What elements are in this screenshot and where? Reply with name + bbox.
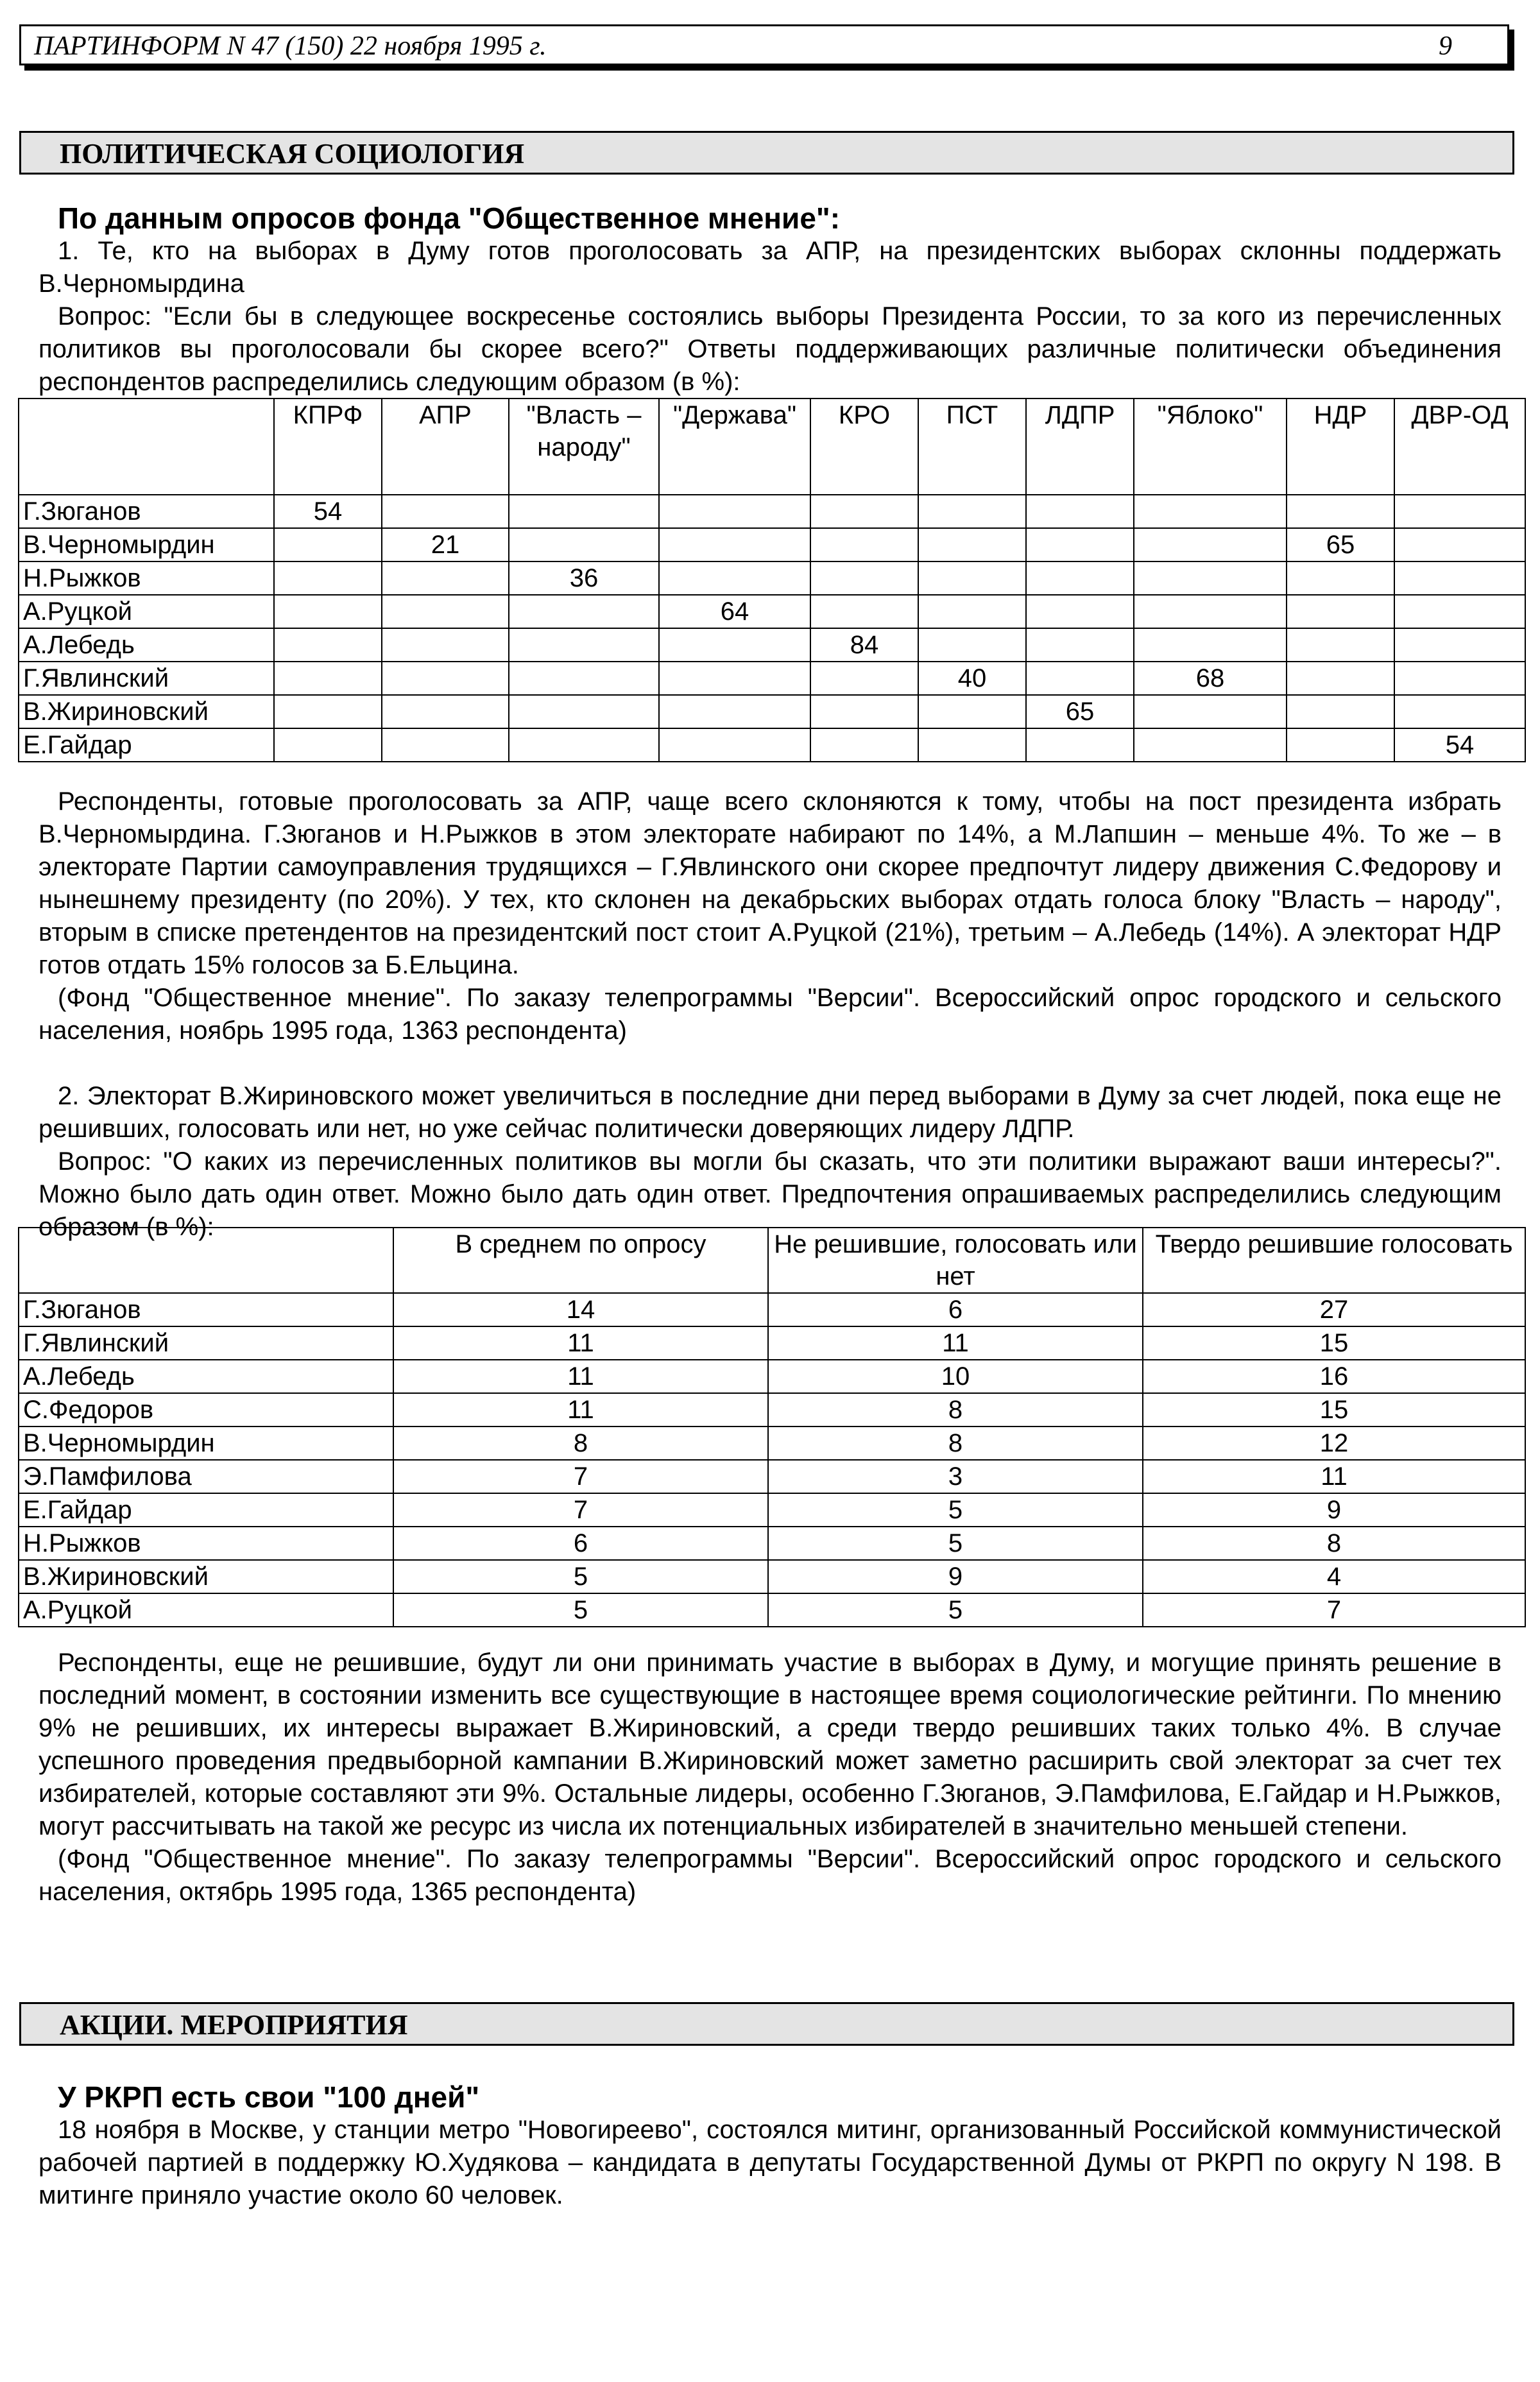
table-corner-cell [19, 398, 274, 495]
table-header-row [19, 398, 1525, 495]
table-corner-cell [19, 1228, 393, 1293]
table-cell [659, 728, 810, 762]
table-cell [1026, 561, 1134, 595]
page-header-title: ПАРТИНФОРМ N 47 (150) 22 ноября 1995 г. [34, 31, 547, 61]
column-header: ДВР-ОД [1394, 398, 1525, 495]
table-cell: 10 [768, 1360, 1143, 1393]
table-cell: 7 [1143, 1593, 1525, 1627]
table-cell [1394, 495, 1525, 528]
table-cell [1394, 662, 1525, 695]
table-cell [1287, 628, 1394, 662]
table-cell [509, 662, 659, 695]
row-label: А.Лебедь [19, 1360, 393, 1393]
table-row [19, 662, 1525, 695]
table-cell [1134, 695, 1287, 728]
section-bar-sociology [19, 131, 1514, 175]
table-cell [1287, 695, 1394, 728]
table-cell [659, 662, 810, 695]
column-header: ЛДПР [1026, 398, 1134, 495]
table-cell [1134, 495, 1287, 528]
column-header: АПР [382, 398, 509, 495]
table-cell [810, 495, 918, 528]
table-cell [382, 495, 509, 528]
table-cell [1134, 528, 1287, 561]
row-label: А.Лебедь [19, 628, 274, 662]
table-cell: 5 [393, 1593, 768, 1627]
table-header-row [19, 1228, 1525, 1293]
table-cell: 8 [768, 1427, 1143, 1460]
column-header: "Яблоко" [1134, 398, 1287, 495]
table-cell: 11 [1143, 1460, 1525, 1493]
paragraph: 18 ноября в Москве, у станции метро "Новогиреево", состоялся митинг, организованный Российской коммунистической рабочей партией в поддержку Ю.Худякова – кандидата в депутаты Государственной Думы от РКРП по округу N 198. В митинге приняло участие около 60 человек. [38, 2116, 1502, 2209]
table-cell: 84 [810, 628, 918, 662]
table-cell: 40 [918, 662, 1026, 695]
column-header: КПРФ [274, 398, 382, 495]
table-row [19, 1527, 1525, 1560]
table-cell [810, 728, 918, 762]
table-row [19, 628, 1525, 662]
table-cell [274, 662, 382, 695]
table-cell [810, 595, 918, 628]
table-row [19, 1293, 1525, 1326]
row-label: Г.Явлинский [19, 662, 274, 695]
row-label: В.Жириновский [19, 1560, 393, 1593]
table-cell [1134, 628, 1287, 662]
table-cell [918, 495, 1026, 528]
row-label: Г.Зюганов [19, 495, 274, 528]
row-label: Г.Явлинский [19, 1326, 393, 1360]
table-cell [659, 528, 810, 561]
section-title: АКЦИИ. МЕРОПРИЯТИЯ [60, 2009, 408, 2041]
table-cell [918, 695, 1026, 728]
row-label: А.Руцкой [19, 595, 274, 628]
table-cell [274, 695, 382, 728]
table-cell [659, 561, 810, 595]
article-sociology-intro [38, 201, 1502, 398]
table-row [19, 1493, 1525, 1527]
table-cell: 12 [1143, 1427, 1525, 1460]
row-label: С.Федоров [19, 1393, 393, 1427]
table-cell [1287, 561, 1394, 595]
table-cell: 15 [1143, 1393, 1525, 1427]
table-cell [509, 728, 659, 762]
table-cell [1134, 595, 1287, 628]
table-cell [509, 595, 659, 628]
table-cell [1287, 662, 1394, 695]
table-cell: 11 [393, 1326, 768, 1360]
column-header: Твердо решившие голосовать [1143, 1228, 1525, 1293]
source-note: (Фонд "Общественное мнение". По заказу телепрограммы "Версии". Всероссийский опрос городского и сельского населения, октябрь 1995 года, 1365 респондента) [38, 1845, 1502, 1906]
article-sociology-analysis [38, 785, 1502, 1244]
table-row [19, 595, 1525, 628]
table-cell: 4 [1143, 1560, 1525, 1593]
table-cell [382, 662, 509, 695]
row-label: Е.Гайдар [19, 1493, 393, 1527]
column-header: В среднем по опросу [393, 1228, 768, 1293]
table-cell [1134, 728, 1287, 762]
table-cell [274, 628, 382, 662]
table-cell: 5 [393, 1560, 768, 1593]
table-cell: 15 [1143, 1326, 1525, 1360]
table-cell: 5 [768, 1493, 1143, 1527]
table-cell [1287, 495, 1394, 528]
table-cell [382, 728, 509, 762]
table-cell [1394, 595, 1525, 628]
table-cell [659, 695, 810, 728]
paragraph: Респонденты, готовые проголосовать за АПР, чаще всего склоняются к тому, чтобы на пост президента избрать В.Черномырдина. Г.Зюганов и Н.Рыжков в этом электорате набирают по 14%, а М.Лапшин – меньше 4%. То же – в электорате Партии самоуправления трудящихся – Г.Явлинского они скорее предпочтут лидеру движения С.Федорову и нынешнему президенту (по 20%). У тех, кто склонен на декабрьских выборах отдать голоса блоку "Власть – народу", вторым в списке претендентов на президентский пост стоит А.Руцкой (21%), третьим – А.Лебедь (14%). А электорат НДР готов отдать 15% голосов за Б.Ельцина. [38, 787, 1502, 979]
table-cell [1394, 695, 1525, 728]
table-cell [810, 695, 918, 728]
table-cell [918, 561, 1026, 595]
table-cell [918, 595, 1026, 628]
article-sociology-conclusion [38, 1647, 1502, 1908]
table-cell [382, 628, 509, 662]
table-cell [274, 728, 382, 762]
table-cell: 5 [768, 1527, 1143, 1560]
table-cell [274, 595, 382, 628]
row-label: В.Черномырдин [19, 528, 274, 561]
table-cell [1026, 728, 1134, 762]
table-cell [274, 561, 382, 595]
table-cell: 3 [768, 1460, 1143, 1493]
row-label: А.Руцкой [19, 1593, 393, 1627]
table-cell [810, 561, 918, 595]
table-row [19, 1460, 1525, 1493]
table-cell: 9 [768, 1560, 1143, 1593]
table-cell: 11 [393, 1393, 768, 1427]
row-label: В.Жириновский [19, 695, 274, 728]
column-header: "Держава" [659, 398, 810, 495]
page-header [19, 24, 1509, 65]
section-bar-actions [19, 2002, 1514, 2046]
table-cell: 65 [1026, 695, 1134, 728]
article-heading: У РКРП есть свои "100 дней" [58, 2080, 480, 2114]
table-row [19, 495, 1525, 528]
survey-table-parties [18, 398, 1526, 762]
table-cell: 54 [1394, 728, 1525, 762]
row-label: Н.Рыжков [19, 1527, 393, 1560]
paragraph: 2. Электорат В.Жириновского может увеличиться в последние дни перед выборами в Думу за счет людей, пока еще не решивших, голосовать или нет, но уже сейчас политически доверяющих лидеру ЛДПР. [38, 1082, 1502, 1143]
table-cell [382, 595, 509, 628]
table-cell [1026, 628, 1134, 662]
table-cell [918, 628, 1026, 662]
table-cell [1026, 495, 1134, 528]
table-row [19, 1427, 1525, 1460]
table-cell [509, 528, 659, 561]
column-header: ПСТ [918, 398, 1026, 495]
table-cell [810, 662, 918, 695]
row-label: В.Черномырдин [19, 1427, 393, 1460]
table-cell: 9 [1143, 1493, 1525, 1527]
paragraph: Респонденты, еще не решившие, будут ли они принимать участие в выборах в Думу, и могущие принять решение в последний момент, в состоянии изменить все существующие в настоящее время социологические рейтинги. По мнению 9% не решивших, их интересы выражает В.Жириновский, а среди твердо решивших таких только 4%. В случае успешного проведения предвыборной кампании В.Жириновский может заметно расширить свой электорат за счет тех избирателей, которые составляют эти 9%. Остальные лидеры, особенно Г.Зюганов, Э.Памфилова, Е.Гайдар и Н.Рыжков, могут рассчитывать на такой же ресурс из числа их потенциальных избирателей в значительно меньшей степени. [38, 1649, 1502, 1840]
article-rkrp [38, 2080, 1502, 2212]
column-header: "Власть – народу" [509, 398, 659, 495]
table-cell [1026, 528, 1134, 561]
table-cell [1134, 561, 1287, 595]
table-row [19, 1560, 1525, 1593]
paragraph: Вопрос: "Если бы в следующее воскресенье состоялись выборы Президента России, то за кого из перечисленных политиков вы проголосовали бы скорее всего?" Ответы поддерживающих различные политически объединения респондентов распределились следующим образом (в %): [38, 302, 1502, 396]
row-label: Е.Гайдар [19, 728, 274, 762]
source-note: (Фонд "Общественное мнение". По заказу телепрограммы "Версии". Всероссийский опрос городского и сельского населения, ноябрь 1995 года, 1363 респондента) [38, 984, 1502, 1045]
article-heading: По данным опросов фонда "Общественное мнение": [58, 201, 841, 235]
table-cell [382, 561, 509, 595]
table-cell [1026, 595, 1134, 628]
table-cell: 11 [393, 1360, 768, 1393]
table-cell [659, 495, 810, 528]
table-cell: 7 [393, 1493, 768, 1527]
table-row [19, 695, 1525, 728]
table-cell [659, 628, 810, 662]
column-header: КРО [810, 398, 918, 495]
table-cell: 16 [1143, 1360, 1525, 1393]
table-cell [509, 495, 659, 528]
survey-table-interests [18, 1227, 1526, 1627]
table-row [19, 561, 1525, 595]
table-cell: 5 [768, 1593, 1143, 1627]
table-cell [509, 628, 659, 662]
table-cell [1026, 662, 1134, 695]
table-cell: 68 [1134, 662, 1287, 695]
table-cell: 65 [1287, 528, 1394, 561]
table-cell [382, 695, 509, 728]
table-cell: 11 [768, 1326, 1143, 1360]
table-cell: 54 [274, 495, 382, 528]
paragraph: Вопрос: "О каких из перечисленных политиков вы могли бы сказать, что эти политики выражают ваши интересы?". Можно было дать один ответ. Можно было дать один ответ. Предпочтения опрашиваемых распределились следующим образом (в %): [38, 1147, 1502, 1241]
row-label: Г.Зюганов [19, 1293, 393, 1326]
table-cell: 6 [393, 1527, 768, 1560]
table-cell: 6 [768, 1293, 1143, 1326]
table-cell: 8 [768, 1393, 1143, 1427]
table-row [19, 528, 1525, 561]
table-row [19, 1393, 1525, 1427]
table-cell [1287, 595, 1394, 628]
table-cell: 21 [382, 528, 509, 561]
table-cell: 8 [393, 1427, 768, 1460]
table-cell: 36 [509, 561, 659, 595]
table-cell [1394, 628, 1525, 662]
table-cell [509, 695, 659, 728]
table-cell: 8 [1143, 1527, 1525, 1560]
table-row [19, 1593, 1525, 1627]
page-number: 9 [1439, 31, 1452, 61]
table-cell [918, 528, 1026, 561]
table-row [19, 1326, 1525, 1360]
table-cell [810, 528, 918, 561]
table-cell [1394, 528, 1525, 561]
table-cell [1394, 561, 1525, 595]
row-label: Э.Памфилова [19, 1460, 393, 1493]
paragraph: 1. Те, кто на выборах в Думу готов проголосовать за АПР, на президентских выборах склонны поддержать В.Черномырдина [38, 237, 1502, 298]
table-cell [1287, 728, 1394, 762]
table-row [19, 1360, 1525, 1393]
row-label: Н.Рыжков [19, 561, 274, 595]
table-cell: 14 [393, 1293, 768, 1326]
table-cell: 27 [1143, 1293, 1525, 1326]
table-cell: 7 [393, 1460, 768, 1493]
table-cell [918, 728, 1026, 762]
section-title: ПОЛИТИЧЕСКАЯ СОЦИОЛОГИЯ [60, 138, 525, 169]
table-cell [274, 528, 382, 561]
table-cell: 64 [659, 595, 810, 628]
table-row [19, 728, 1525, 762]
column-header: НДР [1287, 398, 1394, 495]
column-header: Не решившие, голосовать или нет [768, 1228, 1143, 1293]
